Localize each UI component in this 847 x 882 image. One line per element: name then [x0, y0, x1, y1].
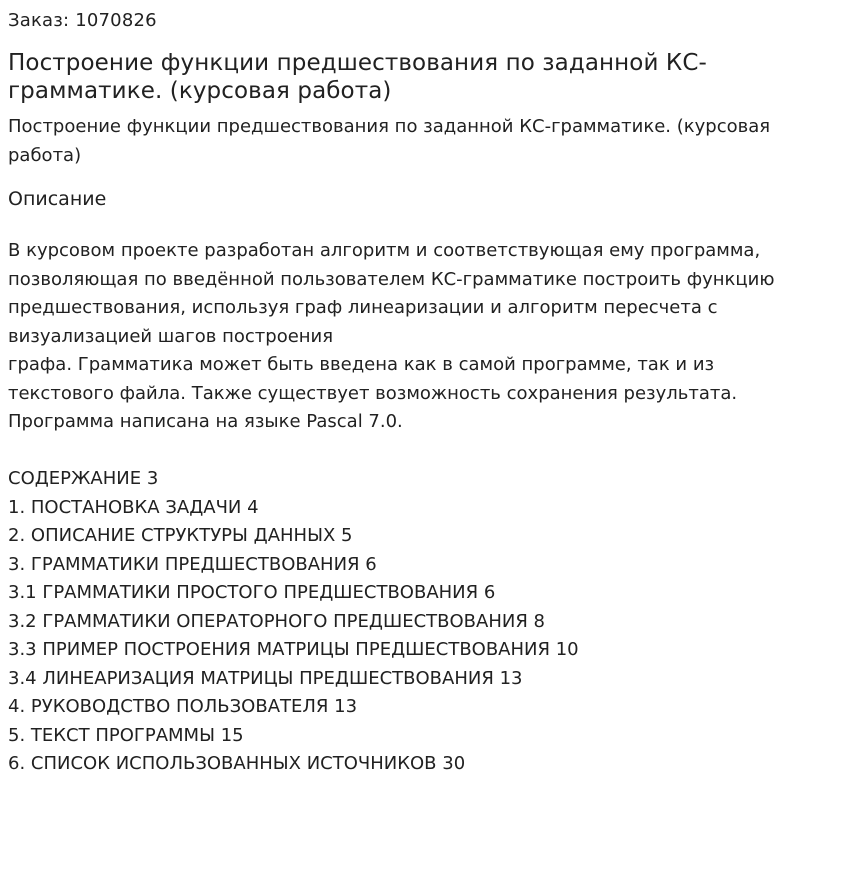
toc-item: 3.4 ЛИНЕАРИЗАЦИЯ МАТРИЦЫ ПРЕДШЕСТВОВАНИЯ 13 — [8, 667, 523, 689]
toc-heading: СОДЕРЖАНИЕ 3 — [8, 468, 159, 489]
description-line: В курсовом проекте разработан алгоритм и соответствующая ему программа, — [8, 240, 761, 261]
description-text — [8, 237, 839, 437]
toc-item: 3.2 ГРАММАТИКИ ОПЕРАТОРНОГО ПРЕДШЕСТВОВАНИЯ 8 — [8, 610, 545, 632]
description-line: Программа написана на языке Pascal 7.0. — [8, 411, 403, 432]
toc-item: 4. РУКОВОДСТВО ПОЛЬЗОВАТЕЛЯ 13 — [8, 696, 358, 717]
description-heading: Описание — [8, 188, 107, 210]
description-line: текстового файла. Также существует возможность сохранения результата. — [8, 382, 738, 404]
description-line: позволяющая по введённой пользователем КС-грамматике построить функцию — [8, 268, 775, 290]
toc-item: 5. ТЕКСТ ПРОГРАММЫ 15 — [8, 724, 244, 746]
toc-item: 6. СПИСОК ИСПОЛЬЗОВАННЫХ ИСТОЧНИКОВ 30 — [8, 753, 466, 774]
page-title: Построение функции предшествования по заданной КС-грамматике. (курсовая работа) — [8, 50, 707, 104]
table-of-contents — [8, 465, 839, 779]
toc-item: 3. ГРАММАТИКИ ПРЕДШЕСТВОВАНИЯ 6 — [8, 553, 377, 575]
toc-item: 3.3 ПРИМЕР ПОСТРОЕНИЯ МАТРИЦЫ ПРЕДШЕСТВОВАНИЯ 10 — [8, 639, 579, 660]
page-subtitle: Построение функции предшествования по заданной КС-грамматике. (курсовая работа) — [8, 116, 771, 166]
toc-item: 3.1 ГРАММАТИКИ ПРОСТОГО ПРЕДШЕСТВОВАНИЯ 6 — [8, 582, 496, 603]
description-line: графа. Грамматика может быть введена как в самой программе, так и из — [8, 354, 715, 375]
toc-item: 1. ПОСТАНОВКА ЗАДАЧИ 4 — [8, 496, 259, 518]
toc-item: 2. ОПИСАНИЕ СТРУКТУРЫ ДАННЫХ 5 — [8, 525, 353, 546]
description-line: визуализацией шагов построения — [8, 325, 334, 347]
description-line: предшествования, используя граф линеаризации и алгоритм пересчета с — [8, 297, 718, 318]
order-number: Заказ: 1070826 — [8, 10, 157, 31]
